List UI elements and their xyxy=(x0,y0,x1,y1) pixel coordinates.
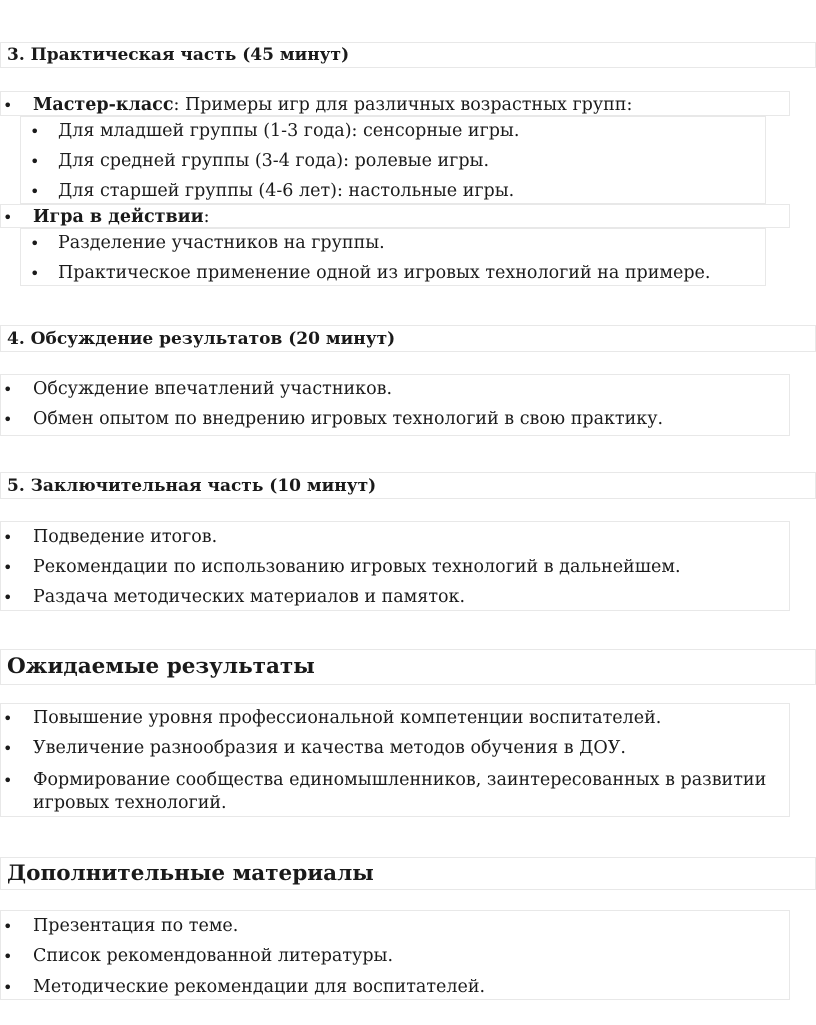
bullet: • xyxy=(3,709,13,728)
bullet: • xyxy=(3,978,13,997)
list-item-text: Увеличение разнообразия и качества методов обучения в ДОУ. xyxy=(33,738,626,758)
game-label: Игра в действии xyxy=(33,207,204,227)
master-class-text: : Примеры игр для различных возрастных групп: xyxy=(173,95,633,115)
expected-heading: Ожидаемые результаты xyxy=(7,654,315,679)
bullet: • xyxy=(3,528,13,547)
bullet: • xyxy=(3,208,13,227)
list-item-text: Раздача методических материалов и памяток. xyxy=(33,587,466,607)
list-item-text: Повышение уровня профессиональной компетенции воспитателей. xyxy=(33,708,662,728)
section-5-heading: 5. Заключительная часть (10 минут) xyxy=(7,476,377,496)
bullet: • xyxy=(3,558,13,577)
list-item-text: Для младшей группы (1-3 года): сенсорные игры. xyxy=(58,121,520,141)
bullet: • xyxy=(3,947,13,966)
list-item xyxy=(3,556,681,579)
list-item xyxy=(3,586,466,609)
bullet: • xyxy=(3,410,13,429)
list-item-text: Обсуждение впечатлений участников. xyxy=(33,379,393,399)
list-item-text: Обмен опытом по внедрению игровых технологий в свою практику. xyxy=(33,409,664,429)
list-item-text: Разделение участников на группы. xyxy=(58,233,385,253)
materials-heading: Дополнительные материалы xyxy=(7,861,374,886)
list-item-text: Для старшей группы (4-6 лет): настольные игры. xyxy=(58,181,515,201)
list-item xyxy=(30,232,385,255)
list-item-text: Методические рекомендации для воспитателей. xyxy=(33,977,486,997)
bullet: • xyxy=(3,771,13,790)
list-item-text: Подведение итогов. xyxy=(33,527,218,547)
bullet: • xyxy=(3,739,13,758)
list-item xyxy=(3,707,662,730)
bullet: • xyxy=(3,588,13,607)
list-item-text: Практическое применение одной из игровых технологий на примере. xyxy=(58,263,711,283)
list-item xyxy=(30,150,490,173)
list-item xyxy=(30,120,520,143)
list-item xyxy=(30,262,711,285)
list-item xyxy=(3,526,218,549)
section-3-heading: 3. Практическая часть (45 минут) xyxy=(7,45,350,65)
list-item xyxy=(3,769,785,815)
bullet: • xyxy=(30,234,40,253)
section-4-heading: 4. Обсуждение результатов (20 минут) xyxy=(7,329,396,349)
bullet: • xyxy=(30,264,40,283)
bullet: • xyxy=(3,917,13,936)
bullet: • xyxy=(30,152,40,171)
list-item-text: Список рекомендованной литературы. xyxy=(33,946,394,966)
master-class-item xyxy=(3,94,633,117)
list-item xyxy=(30,180,515,203)
list-item xyxy=(3,408,664,431)
list-item-text: Формирование сообщества единомышленников, заинтересованных в развитии игровых технологий. xyxy=(33,770,767,813)
game-text: : xyxy=(203,207,210,227)
list-item-text: Для средней группы (3-4 года): ролевые игры. xyxy=(58,151,490,171)
game-item xyxy=(3,206,210,229)
bullet: • xyxy=(30,182,40,201)
list-item xyxy=(3,737,626,760)
list-item xyxy=(3,945,394,968)
list-item xyxy=(3,976,486,999)
bullet: • xyxy=(3,380,13,399)
list-item xyxy=(3,378,393,401)
list-item xyxy=(3,915,239,938)
master-class-label: Мастер-класс xyxy=(33,95,174,115)
list-item-text: Рекомендации по использованию игровых технологий в дальнейшем. xyxy=(33,557,681,577)
bullet: • xyxy=(3,96,13,115)
list-item-text: Презентация по теме. xyxy=(33,916,239,936)
bullet: • xyxy=(30,122,40,141)
